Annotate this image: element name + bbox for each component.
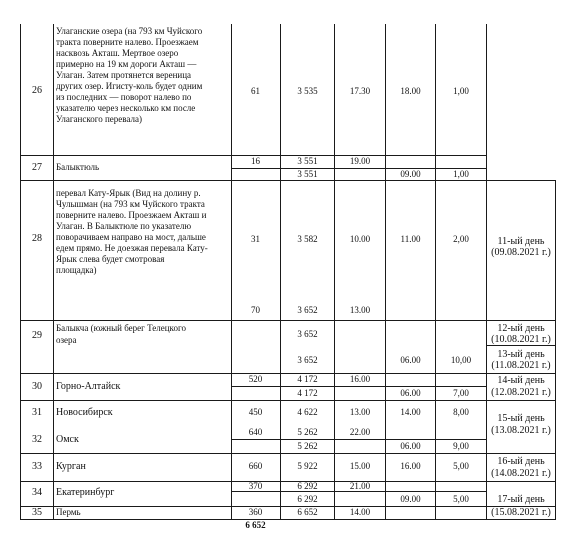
place-name: Екатеринбург [56, 487, 115, 498]
row-separator [231, 439, 486, 440]
place-name-line: озера [56, 335, 77, 345]
date-label: (14.08.2021 г.) [491, 468, 551, 479]
departure-time: 06.00 [400, 388, 421, 398]
column-separator [486, 24, 487, 520]
row-separator [486, 345, 555, 346]
row-number: 33 [32, 461, 42, 472]
distance-km: 61 [251, 86, 260, 96]
total-distance: 3 551 [297, 169, 318, 179]
arrival-time: 15.00 [349, 461, 371, 471]
row-number: 32 [32, 434, 42, 445]
stay-duration: 5,00 [453, 461, 469, 471]
day-label: 16-ый день [497, 456, 545, 467]
stay-duration: 1,00 [453, 86, 469, 96]
total-distance: 5 262 [297, 427, 318, 437]
stay-duration: 1,00 [453, 169, 469, 179]
distance-km: 31 [251, 234, 260, 244]
departure-time: 14.00 [400, 407, 421, 417]
day-label: 15-ый день [497, 413, 545, 424]
row-number: 26 [32, 85, 42, 96]
row-separator [20, 400, 555, 401]
row-number: 30 [32, 381, 42, 392]
total-distance: 3 582 [297, 234, 318, 244]
total-distance: 3 652 [297, 305, 318, 315]
day-label: 17-ый день [497, 494, 545, 505]
distance-km: 450 [248, 407, 263, 417]
departure-time: 06.00 [400, 441, 421, 451]
distance-km: 640 [248, 427, 263, 437]
column-separator [334, 24, 335, 520]
stay-duration: 7,00 [453, 388, 469, 398]
row-number: 34 [32, 487, 42, 498]
place-name: Курган [56, 461, 86, 472]
row-number: 31 [32, 407, 42, 418]
place-name: Новосибирск [56, 407, 113, 418]
place-name: Горно-Алтайск [56, 381, 121, 392]
row-separator [20, 180, 555, 181]
place-name: Балыктюль [56, 162, 100, 172]
departure-time: 18.00 [400, 86, 421, 96]
total-distance: 3 652 [297, 355, 318, 365]
table-border-bottom [20, 519, 555, 520]
arrival-time: 21.00 [349, 481, 371, 491]
total-distance: 3 535 [297, 86, 318, 96]
arrival-time: 22.00 [349, 427, 371, 437]
grand-total-distance: 6 652 [245, 520, 266, 530]
total-distance: 4 622 [297, 407, 318, 417]
stay-duration: 10,00 [450, 355, 472, 365]
total-distance: 6 652 [297, 507, 318, 517]
column-separator [231, 24, 232, 520]
departure-time: 06.00 [400, 355, 421, 365]
place-name: Пермь [56, 507, 81, 517]
date-label: (12.08.2021 г.) [491, 387, 551, 398]
departure-time: 09.00 [400, 494, 421, 504]
arrival-time: 10.00 [349, 234, 371, 244]
total-distance: 5 262 [297, 441, 318, 451]
arrival-time: 17.30 [349, 86, 371, 96]
stay-duration: 2,00 [453, 234, 469, 244]
row-separator [231, 386, 486, 387]
row-number: 35 [32, 507, 42, 518]
day-label: 11-ый день [497, 236, 545, 247]
distance-km: 16 [251, 156, 260, 166]
day-label: 12-ый день [497, 323, 545, 334]
column-separator [53, 24, 54, 520]
row-separator [231, 320, 555, 321]
day-label: 13-ый день [497, 349, 545, 360]
row-number: 28 [32, 233, 42, 244]
day-label: 14-ый день [497, 375, 545, 386]
arrival-time: 19.00 [349, 156, 371, 166]
date-label: (15.08.2021 г.) [491, 507, 551, 518]
distance-km: 520 [248, 374, 263, 384]
distance-km: 370 [248, 481, 263, 491]
arrival-time: 16.00 [349, 374, 371, 384]
place-description: Улаганские озера (на 793 км Чуйского тракта поверните налево. Проезжаем насквозь Акташ. Мертвое озеро примерно на 19 км дороги Акташ — Улаган. Затем протянется вереница других озер. Игисту-коль будет одним из последних — поворот налево по указателю через несколько км после Улаганского перевала) [56, 26, 203, 124]
date-label: (10.08.2021 г.) [491, 334, 551, 345]
total-distance: 3 551 [297, 156, 318, 166]
distance-km: 70 [251, 305, 260, 315]
total-distance: 4 172 [297, 374, 318, 384]
date-label: (11.08.2021 г.) [491, 360, 551, 371]
date-label: (13.08.2021 г.) [491, 425, 551, 436]
stay-duration: 8,00 [453, 407, 469, 417]
place-name: Омск [56, 434, 79, 445]
arrival-time: 13.00 [349, 305, 371, 315]
arrival-time: 13.00 [349, 407, 371, 417]
place-name-line: Балыкча (южный берег Телецкого [56, 323, 186, 333]
total-distance: 5 922 [297, 461, 318, 471]
departure-time: 16.00 [400, 461, 421, 471]
date-label: (09.08.2021 г.) [491, 247, 551, 258]
distance-km: 660 [248, 461, 263, 471]
total-distance: 6 292 [297, 481, 318, 491]
stay-duration: 9,00 [453, 441, 469, 451]
table-border-left [20, 24, 21, 520]
total-distance: 4 172 [297, 388, 318, 398]
total-distance: 3 652 [297, 329, 318, 339]
total-distance: 6 292 [297, 494, 318, 504]
stay-duration: 5,00 [453, 494, 469, 504]
row-number: 27 [32, 162, 42, 173]
place-description: перевал Кату-Ярык (Вид на долину р. Чулышман (на 793 км Чуйского тракта поверните налево. Проезжаем Акташ и Улаган. В Балыктюле по указателю поворачиваем направо на мост, дальше едем прямо. Не доезжая перевала Кату- Ярык слева будет смотровая площадка) [56, 188, 208, 275]
table-border-right [555, 180, 556, 520]
row-separator [20, 453, 555, 454]
arrival-time: 14.00 [349, 507, 371, 517]
departure-time: 09.00 [400, 169, 421, 179]
departure-time: 11.00 [400, 234, 421, 244]
row-number: 29 [32, 330, 42, 341]
distance-km: 360 [248, 507, 263, 517]
